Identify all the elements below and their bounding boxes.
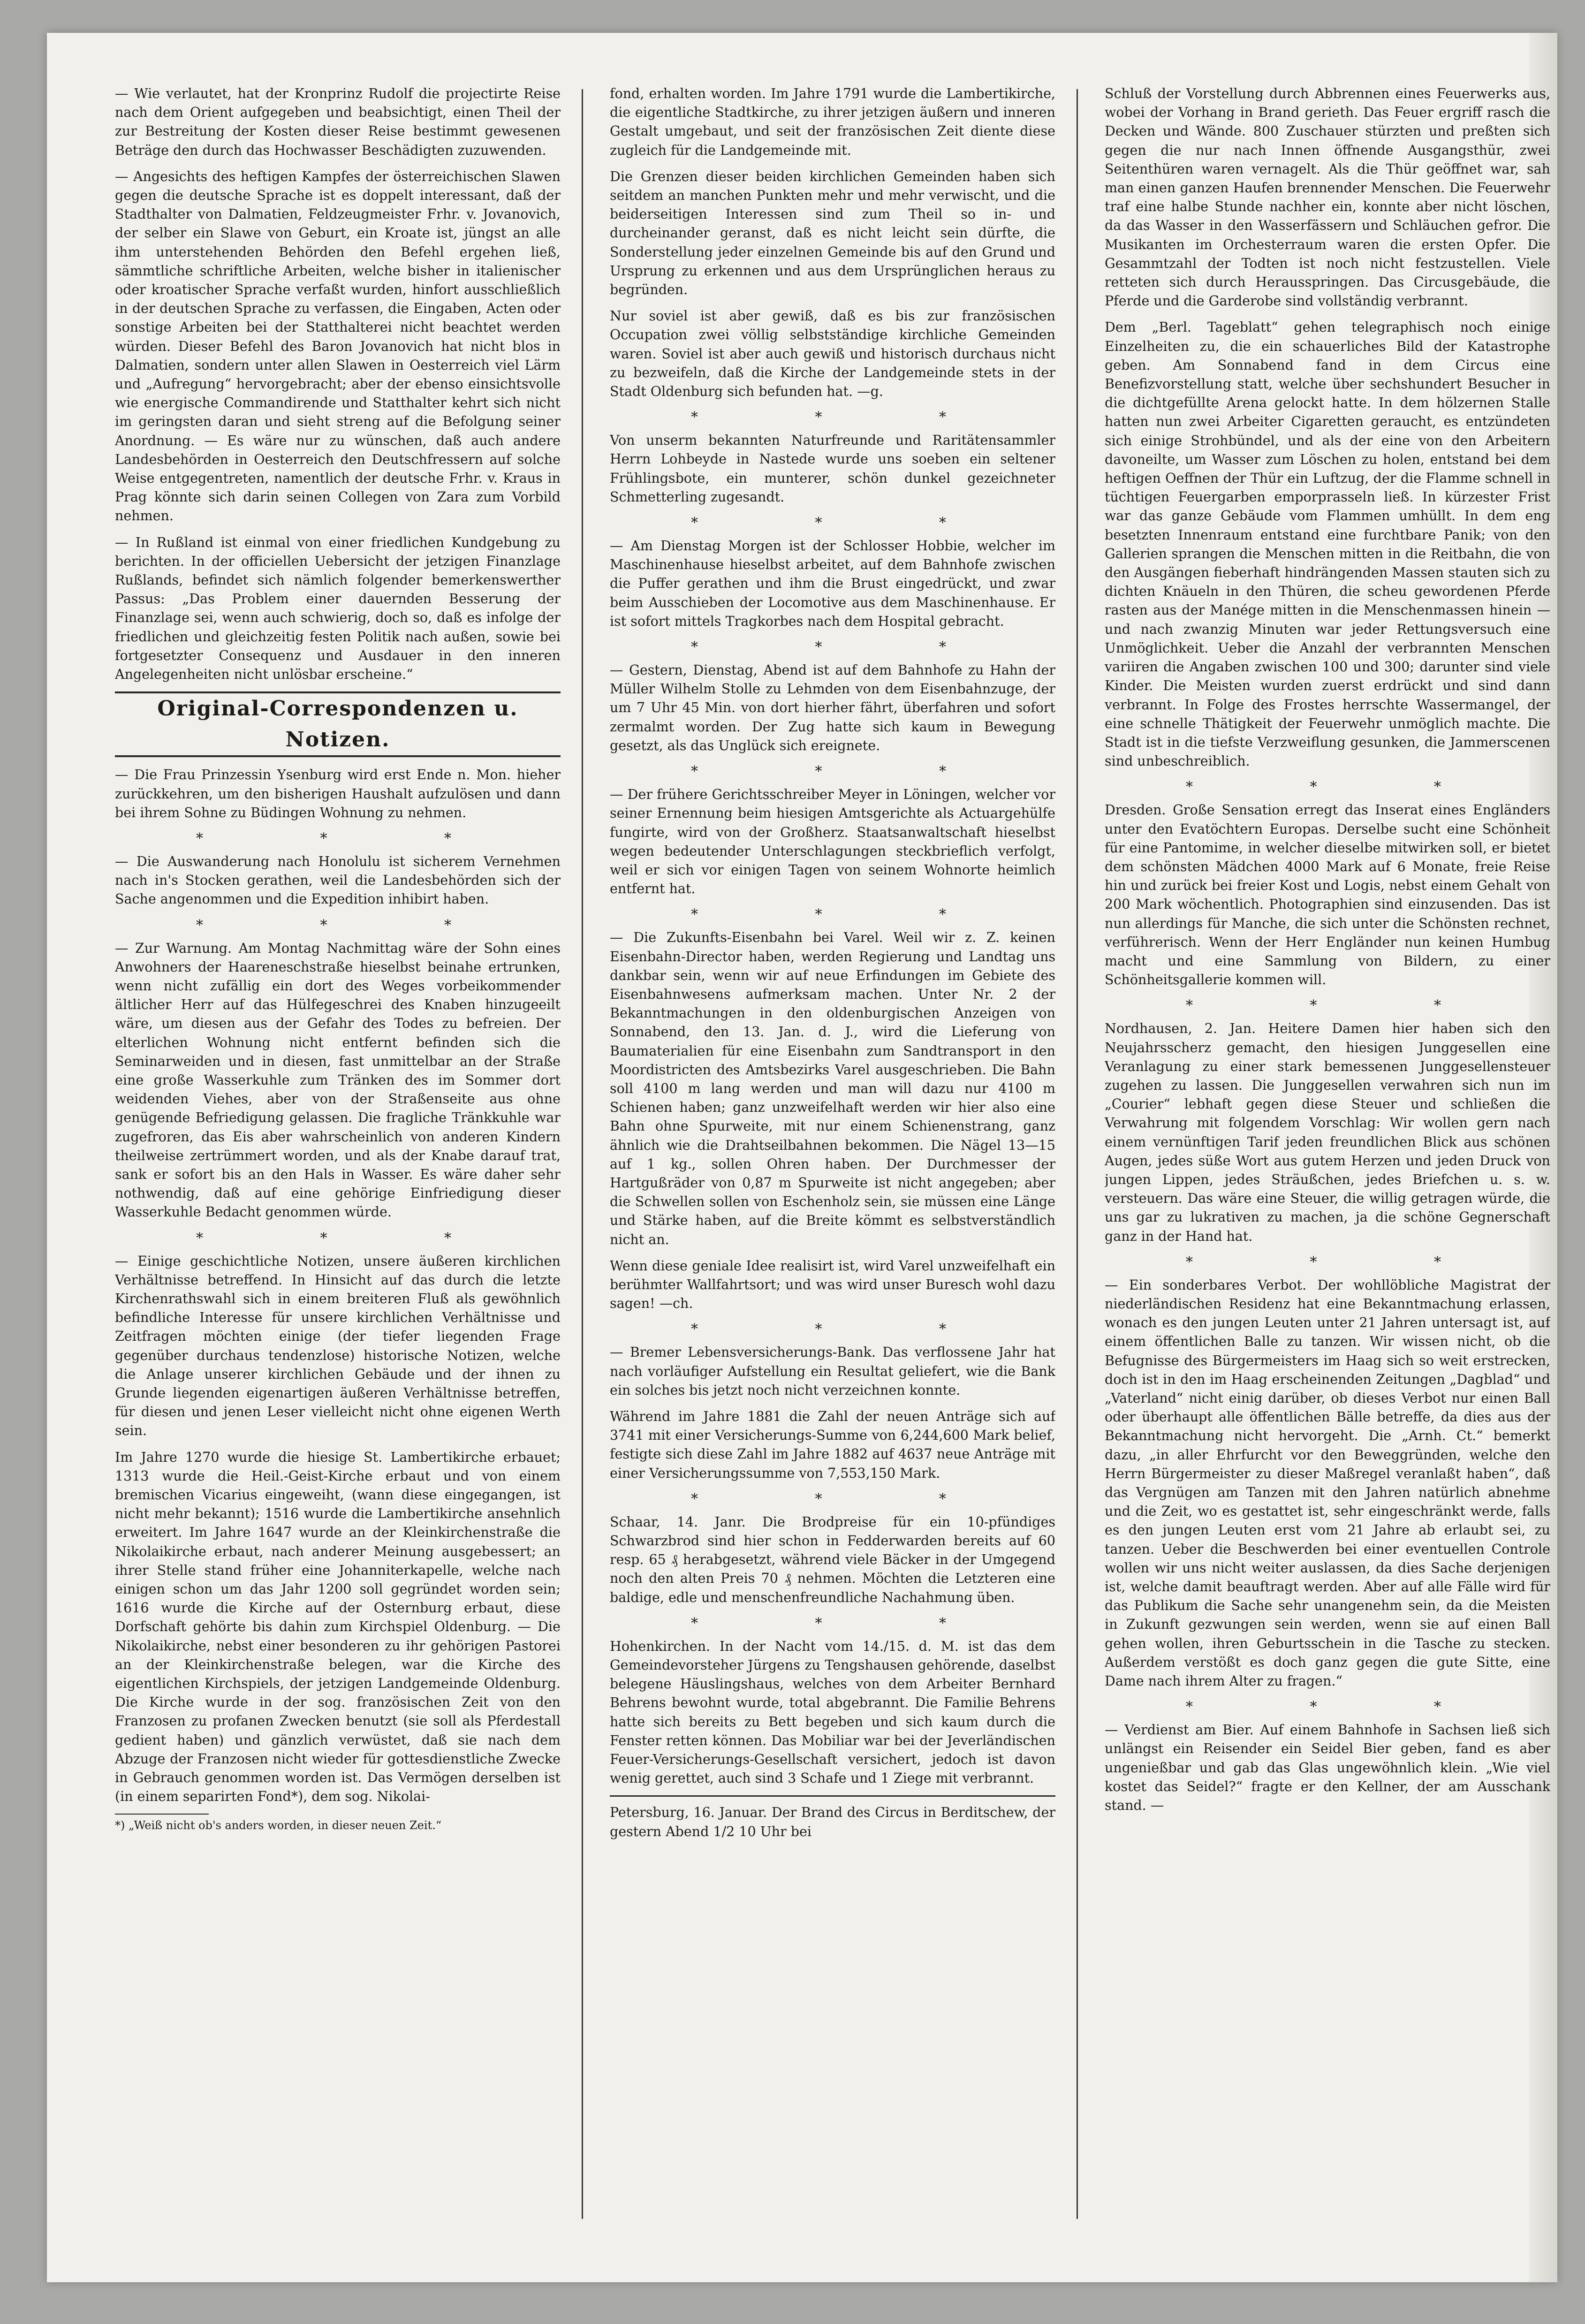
separator-stars: * * * bbox=[196, 830, 508, 847]
article: — Bremer Lebensversicherungs-Bank. Das verflossene Jahr hat nach vorläufiger Aufstellung ein Resultat geliefert, wie die Bank ein solches bis jetzt noch nicht verzeichnen konnte. bbox=[610, 1344, 1055, 1398]
separator-stars: * * * bbox=[690, 515, 1003, 532]
article: — Einige geschichtliche Notizen, unsere äußeren kirchlichen Verhältnisse betreffend. In Hinsicht auf das durch die letzte Kirchenrathswahl sich in einem breiteren Fluß als gewöhnlich befindliche Interesse für unsere kirchlichen Verhältnisse und Zeitfragen möchten einige (der tiefer liegenden Frage gegenüber durchaus tendenzlose) historische Notizen, welche die Anlage unserer kirchlichen Gebäude und der ihnen zu Grunde liegenden eigenartigen äußeren Verhältnisse betreffen, für diesen und jenen Leser vielleicht nicht ohne eigenen Werth sein. bbox=[115, 1253, 561, 1439]
column-rule bbox=[582, 89, 583, 2219]
separator-stars: * * * bbox=[690, 906, 1003, 923]
separator-stars: * * * bbox=[690, 639, 1003, 656]
article: Petersburg, 16. Januar. Der Brand des Circus in Berditschew, der gestern Abend 1/2 10 Uhr bei bbox=[610, 1805, 1055, 1839]
article: Von unserm bekannten Naturfreunde und Raritätensammler Herrn Lohbeyde in Nastede wurde uns soeben ein seltener Frühlingsbote, ein munterer, schön dunkel gezeichneter Schmetterling zugesandt. bbox=[610, 433, 1055, 505]
column-1 bbox=[115, 84, 561, 2224]
article: Während im Jahre 1881 die Zahl der neuen Anträge sich auf 3741 mit einer Versicherungs-Summe von 6,244,600 Mark belief, festigte sich diese Zahl im Jahre 1882 auf 4637 neue Anträge mit einer Versicherungssumme von 7,553,150 Mark. bbox=[610, 1408, 1055, 1481]
separator-stars: * * * bbox=[690, 763, 1003, 780]
article: Dresden. Große Sensation erregt das Inserat eines Engländers unter den Evatöchtern Europas. Derselbe sucht eine Schönheit für eine Pantomime, in welcher dieselbe mitwirken soll, er bietet dem schönsten Mädchen 4000 Mark auf 6 Monate, freie Reise hin und zurück bei freier Kost und Logis, nebst einem Gehalt von 200 Mark wöchentlich. Photographien sind einzusenden. Das ist nun allerdings für Manche, die sich unter die Schönsten rechnet, verführerisch. Wenn der Herr Engländer nun keinen Humbug macht und eine Sammlung von Bildern, zu einer Schönheitsgallerie kommen will. bbox=[1105, 802, 1550, 988]
separator-stars: * * * bbox=[1185, 997, 1498, 1014]
article: — Verdienst am Bier. Auf einem Bahnhofe in Sachsen ließ sich unlängst ein Reisender ein Seidel Bier geben, fand es aber ungenießbar und gab das Glas ungewöhnlich klein. „Wie viel kostet das Seidel?“ fragte er den Kellner, der am Ausschank stand. — bbox=[1105, 1722, 1550, 1814]
separator-stars: * * * bbox=[196, 1230, 508, 1246]
article: — Die Frau Prinzessin Ysenburg wird erst Ende n. Mon. hieher zurückkehren, um den bisherigen Haushalt aufzulösen und dann bei ihrem Sohne zu Büdingen Wohnung zu nehmen. bbox=[115, 767, 561, 820]
newspaper-page bbox=[47, 33, 1557, 2282]
article: Die Grenzen dieser beiden kirchlichen Gemeinden haben sich seitdem an manchen Punkten mehr und mehr verwischt, und die beiderseitigen Interessen sind zum Theil so in- und durcheinander geranst, daß es nicht leicht sein dürfte, die Sonderstellung jeder einzelnen Gemeinde bis auf den Grund und Ursprung zu erkennen und aus dem Ursprünglichen heraus zu begründen. bbox=[610, 168, 1055, 298]
article: Im Jahre 1270 wurde die hiesige St. Lambertikirche erbauet; 1313 wurde die Heil.-Geist-Kirche erbaut und von einem bremischen Vicarius eingeweiht, (wann diese eingegangen, ist nicht mehr bekannt); 1516 wurde die Lambertikirche ansehnlich erweitert. Im Jahre 1647 wurde an der Kleinkirchenstraße die Nikolaikirche erbaut, nach anderer Meinung ausgebessert; an ihrer Stelle stand früher eine Johanniterkapelle, welche nach einigen schon um das Jahr 1200 soll gegründet worden sein; 1616 wurde die Kirche auf der Osternburg erbaut, diese Dorfschaft gehörte bis dahin zum Kirchspiel Oldenburg. — Die Nikolaikirche, nebst einer besonderen zu ihr gehörigen Pastorei an der Kleinkirchenstraße belegen, war die Kirche des eigentlichen Kirchspiels, der jetzigen Landgemeinde Oldenburg. Die Kirche wurde in der sog. französischen Zeit von den Franzosen zu profanen Zwecken benutzt (sie soll als Pferdestall gedient haben) und gänzlich verwüstet, daß sie nach dem Abzuge der Franzosen nicht wieder für gottesdienstliche Zwecke in Gebrauch genommen worden ist. Das Vermögen derselben ist (in einem separirten Fond*), dem sog. Nikolai- bbox=[115, 1449, 561, 1805]
article: fond, erhalten worden. Im Jahre 1791 wurde die Lambertikirche, die eigentliche Stadtkirche, zu ihrer jetzigen äußern und inneren Gestalt umgebaut, und seit der französischen Zeit diente diese zugleich für die Landgemeinde mit. bbox=[610, 86, 1055, 158]
article: Dem „Berl. Tageblatt“ gehen telegraphisch noch einige Einzelheiten zu, die ein schauerliches Bild der Katastrophe geben. Am Sonnabend fand in dem Circus eine Benefizvorstellung statt, welche über sechshundert Besucher in die dichtgefüllte Arena gelockt hatte. In dem hölzernen Stalle hatten nun zwei Arbeiter Cigaretten geraucht, es entzündeten sich einige Strohbündel, und als der eine von den Arbeitern davoneilte, um Wasser zum Löschen zu holen, entstand bei dem heftigen Oeffnen der Thür ein Luftzug, der die Flamme schnell in tüchtigen Feuergarben emporprasseln ließ. In kürzester Frist war das ganze Gebäude vom Flammen umhüllt. In dem eng besetzten Innenraum entstand eine furchtbare Panik; von den Gallerien sprangen die Menschen mitten in die Reitbahn, die von den Ausgängen fieberhaft hindrängenden Massen stauten sich zu dichten Knäueln in den Thüren, die scheu gewordenen Pferde rasten aus der Manége mitten in die Menschenmassen hinein — und nach zwanzig Minuten war jeder Rettungsversuch eine Unmöglichkeit. Ueber die Anzahl der verbrannten Menschen variiren die Angaben zwischen 100 und 300; darunter sind viele Kinder. Die Meisten wurden zuerst erdrückt und sind dann verbrannt. In Folge des Frostes herrschte Wassermangel, der eine schnelle Thätigkeit der Feuerwehr unmöglich machte. Die Stadt ist in die tiefste Verzweiflung gesunken, die Jammerscenen sind unbeschreiblich. bbox=[1105, 319, 1550, 769]
article: — Am Dienstag Morgen ist der Schlosser Hobbie, welcher im Maschinenhause hieselbst arbeitet, auf dem Bahnhofe zwischen die Puffer gerathen und ihm die Brust eingedrückt, und zwar beim Ausschieben der Locomotive aus dem Maschinenhause. Er ist sofort mittels Tragkorbes nach dem Hospital gebracht. bbox=[610, 538, 1055, 629]
article: Nur soviel ist aber gewiß, daß es bis zur französischen Occupation zwei völlig selbstständige kirchliche Gemeinden waren. Soviel ist aber auch gewiß und historisch durchaus nicht zu bezweifeln, daß die Kirche der Landgemeinde stets in der Stadt Oldenburg sich befunden hat. —g. bbox=[610, 308, 1055, 400]
separator-stars: * * * bbox=[690, 1321, 1003, 1338]
separator-stars: * * * bbox=[690, 409, 1003, 426]
article: — Der frühere Gerichtsschreiber Meyer in Löningen, welcher vor seiner Ernennung beim hiesigen Amtsgerichte als Actuargehülfe fungirte, wird von der Großherz. Staatsanwaltschaft hieselbst wegen bedeutender Unterschlagungen steckbrieflich verfolgt, weil er sich vor einigen Tagen von seinem Wohnorte heimlich entfernt hat. bbox=[610, 787, 1055, 897]
article: — Die Zukunfts-Eisenbahn bei Varel. Weil wir z. Z. keinen Eisenbahn-Director haben, werden Regierung und Landtag uns dankbar sein, wenn wir auf neue Erfindungen im Gebiete des Eisenbahnwesens aufmerksam machen. Unter Nr. 2 der Bekanntmachungen in den oldenburgischen Anzeigen von Sonnabend, den 13. Jan. d. J., wird die Lieferung von Baumaterialien für eine Eisenbahn zum Sandtransport in den Moordistricten des Amtsbezirks Varel ausgeschrieben. Die Bahn soll 4100 m lang werden und man will dazu nur 4100 m Schienen haben; ganz unzweifelhaft werden wir hier also eine Bahn ohne Spurweite, mit nur einem Schienenstrang, ganz ähnlich wie die Drahtseilbahnen bekommen. Die Nägel 13—15 auf 1 kg., sollen Ohren haben. Der Durchmesser der Hartgußräder von 0,87 m Spurweite ist nicht angegeben; aber die Schwellen sollen von Eschenholz sein, sie müssen eine Länge und Stärke haben, auf die Breite kömmt es selbstverständlich nicht an. bbox=[610, 930, 1055, 1247]
article: Schluß der Vorstellung durch Abbrennen eines Feuerwerks aus, wobei der Vorhang in Brand gerieth. Das Feuer ergriff rasch die Decken und Wände. 800 Zuschauer stürzten und preßten sich gegen die nur nach Innen öffnende Ausgangsthür, zwei Seitenthüren waren vernagelt. Als die Thür geöffnet war, sah man einen ganzen Haufen brennender Menschen. Die Feuerwehr traf eine halbe Stunde nachher ein, konnte aber nicht löschen, da das Wasser in den Wasserfässern und Schläuchen gefror. Die Musikanten im Orchesterraum waren die ersten Opfer. Die Gesammtzahl der Todten ist noch nicht festzustellen. Viele retteten sich durch Herausspringen. Das Circusgebäude, die Pferde und die Garderobe sind vollständig verbrannt. bbox=[1105, 86, 1550, 309]
column-2 bbox=[610, 84, 1055, 2224]
separator-stars: * * * bbox=[690, 1615, 1003, 1632]
article: — Wie verlautet, hat der Kronprinz Rudolf die projectirte Reise nach dem Orient aufgegeben und beabsichtigt, einen Theil der zur Bestreitung der Kosten dieser Reise bestimmt gewesenen Beträge den durch das Hochwasser Beschädigten zuzuwenden. bbox=[115, 86, 561, 158]
article: Hohenkirchen. In der Nacht vom 14./15. d. M. ist das dem Gemeindevorsteher Jürgens zu Tengshausen gehörende, daselbst belegene Häuslingshaus, welches von dem Arbeiter Bernhard Behrens bewohnt wurde, total abgebrannt. Die Familie Behrens hatte sich bereits zu Bett begeben und sich kaum durch die Fenster retten können. Das Mobiliar war bei der Jeverländischen Feuer-Versicherungs-Gesellschaft versichert, jedoch ist davon wenig gerettet, auch sind 3 Schafe und 1 Ziege mit verbrannt. bbox=[610, 1638, 1055, 1786]
separator-stars: * * * bbox=[1185, 1253, 1498, 1270]
article: — Zur Warnung. Am Montag Nachmittag wäre der Sohn eines Anwohners der Haareneschstraße hieselbst beinahe ertrunken, wenn nicht zufällig ein dort des Weges vorbeikommender ältlicher Herr auf das Hülfegeschrei des Knaben hinzugeeilt wäre, um diesen aus der Gefahr des Todes zu befreien. Der elterlichen Wohnung nicht entfernt befinden sich die Seminarweiden und in diesen, fast unmittelbar an der Straße eine große Wasserkuhle zum Tränken des im Sommer dort weidenden Viehes, aber von der Straßenseite aus ohne genügende Befriedigung gelassen. Die fragliche Tränkkuhle war zugefroren, das Eis aber wahrscheinlich von anderen Kindern theilweise zertrümmert worden, und als der Knabe darauf trat, sank er sofort bis an den Hals in Wasser. Es wäre daher sehr nothwendig, daß auf eine gehörige Einfriedigung dieser Wasserkuhle Bedacht genommen würde. bbox=[115, 940, 561, 1220]
article: — In Rußland ist einmal von einer friedlichen Kundgebung zu berichten. In der officiellen Uebersicht der jetzigen Finanzlage Rußlands, befindet sich nämlich folgender bemerkenswerther Passus: „Das Problem einer dauernden Besserung der Finanzlage sei, wenn auch schwierig, doch so, daß es infolge der friedlichen und gleichzeitig festen Politik nach außen, sowie bei fortgesetzter Consequenz und Ausdauer in den inneren Angelegenheiten nicht unlösbar erscheine.“ bbox=[115, 534, 561, 683]
separator-stars: * * * bbox=[1185, 1699, 1498, 1716]
article: — Angesichts des heftigen Kampfes der österreichischen Slawen gegen die deutsche Sprache ist es doppelt interessant, daß der Stadthalter von Dalmatien, Feldzeugmeister Frhr. v. Jovanovich, der selber ein Slawe von Geburt, ein Kroate ist, jüngst an alle ihm unterstehenden Behörden den Befehl ergehen ließ, sämmtliche schriftliche Arbeiten, welche bisher in italienischer oder kroatischer Sprache verfaßt wurden, hinfort ausschließlich in der deutschen Sprache zu verfassen, die Eingaben, Acten oder sonstige Arbeiten bei der Statthalterei nicht beachtet werden würden. Dieser Befehl des Baron Jovanovich hat nicht blos in Dalmatien, sondern unter allen Slawen in Oesterreich viel Lärm und „Aufregung“ hervorgebracht; aber der ebenso einsichtsvolle wie energische Commandirende und Statthalter kehrt sich nicht im geringsten daran und sieht streng auf die Befolgung seiner Anordnung. — Es wäre nur zu wünschen, daß auch andere Landesbehörden in Oesterreich den Deutschfressern auf solche Weise entgegentreten, namentlich der deutsche Frhr. v. Kraus in Prag könnte sich darin seinen Collegen von Zara zum Vorbild nehmen. bbox=[115, 168, 561, 524]
divider bbox=[610, 1795, 1055, 1797]
article: — Ein sonderbares Verbot. Der wohllöbliche Magistrat der niederländischen Residenz hat eine Bekanntmachung erlassen, wonach es den jungen Leuten unter 21 Jahren untersagt ist, auf einem öffentlichen Balle zu tanzen. Wir wissen nicht, ob die Befugnisse des Bürgermeisters im Haag sich so weit erstrecken, doch ist in den im Haag erscheinenden Zeitungen „Dagblad“ und „Vaterland“ nicht einig darüber, ob dieses Verbot nur einen Ball oder überhaupt alle öffentlichen Bälle betreffe, da dies aus der Bekanntmachung nicht hervorgeht. Die „Arnh. Ct.“ bemerkt dazu, „in aller Ehrfurcht vor den Beweggründen, welche den Herrn Bürgermeister zu dieser Maßregel veranlaßt haben“, daß das Vergnügen am Tanzen mit den Jahren natürlich abnehme und die Zeit, wo es gestattet ist, sehr eingeschränkt werde, falls es den jungen Leuten erst vom 21 Jahre ab erlaubt sei, zu tanzen. Ueber die Beschwerden bei einer eventuellen Controle wollen wir uns nicht weiter auslassen, da dies Sache derjenigen ist, welche damit beauftragt werden. Aber auf alle Fälle wird für das Publikum die Sache sehr unangenehm sein, da die Meisten in Zukunft gezwungen sein werden, wenn sie auf einen Ball gehen wollen, ihren Geburtsschein in die Tasche zu stecken. Außerdem verstößt es doch ganz gegen die gute Sitte, eine Dame nach ihrem Alter zu fragen.“ bbox=[1105, 1277, 1550, 1689]
separator-stars: * * * bbox=[1185, 779, 1498, 796]
footnote: *) „Weiß nicht ob's anders worden, in dieser neuen Zeit.“ bbox=[115, 1819, 442, 1832]
article: — Die Auswanderung nach Honolulu ist sicherem Vernehmen nach in's Stocken gerathen, weil die Landesbehörden sich der Sache angenommen und die Expedition inhibirt haben. bbox=[115, 853, 561, 907]
article: — Gestern, Dienstag, Abend ist auf dem Bahnhofe zu Hahn der Müller Wilhelm Stolle zu Lehmden von dem Eisenbahnzuge, der um 7 Uhr 45 Min. von dort hierher fährt, überfahren und sofort zermalmt worden. Der Zug hatte sich kaum in Bewegung gesetzt, als das Unglück sich ereignete. bbox=[610, 662, 1055, 753]
column-rule bbox=[1077, 89, 1078, 2219]
section-heading: Original-Correspondenzen u. Notizen. bbox=[115, 691, 561, 757]
separator-stars: * * * bbox=[690, 1490, 1003, 1507]
separator-stars: * * * bbox=[196, 917, 508, 934]
article: Nordhausen, 2. Jan. Heitere Damen hier haben sich den Neujahrsscherz gemacht, den hiesigen Junggesellen eine Veranlagung zu einer stark bemessenen Junggesellensteuer zugehen zu lassen. Die Junggesellen verwahren sich nun im „Courier“ lebhaft gegen diese Steuer und schließen die Verwahrung mit folgendem Vorschlag: Wir wollen gern nach einem vernünftigen Tarif jeden freundlichen Blick aus schönen Augen, jedes süße Wort aus gutem Herzen und jeden Druck von jungen Lippen, jedes Sträußchen, jedes Briefchen u. s. w. versteuern. Das wäre eine Steuer, die willig getragen würde, die uns gar zu lukrativen zu machen, ja die schöne Gegnerschaft ganz in der Hand hat. bbox=[1105, 1021, 1550, 1244]
article: Wenn diese geniale Idee realisirt ist, wird Varel unzweifelhaft ein berühmter Wallfahrtsort; und was wird unser Buresch wohl dazu sagen! —ch. bbox=[610, 1258, 1055, 1312]
footnote-rule bbox=[115, 1814, 209, 1815]
article: Schaar, 14. Janr. Die Brodpreise für ein 10-pfündiges Schwarzbrod sind hier schon in Fedderwarden bereits auf 60 resp. 65 ₰ herabgesetzt, während viele Bäcker in der Umgegend noch den alten Preis 70 ₰ nehmen. Möchten die Letzteren eine baldige, edle und menschenfreundliche Nachahmung üben. bbox=[610, 1514, 1055, 1605]
column-3 bbox=[1105, 84, 1550, 2224]
